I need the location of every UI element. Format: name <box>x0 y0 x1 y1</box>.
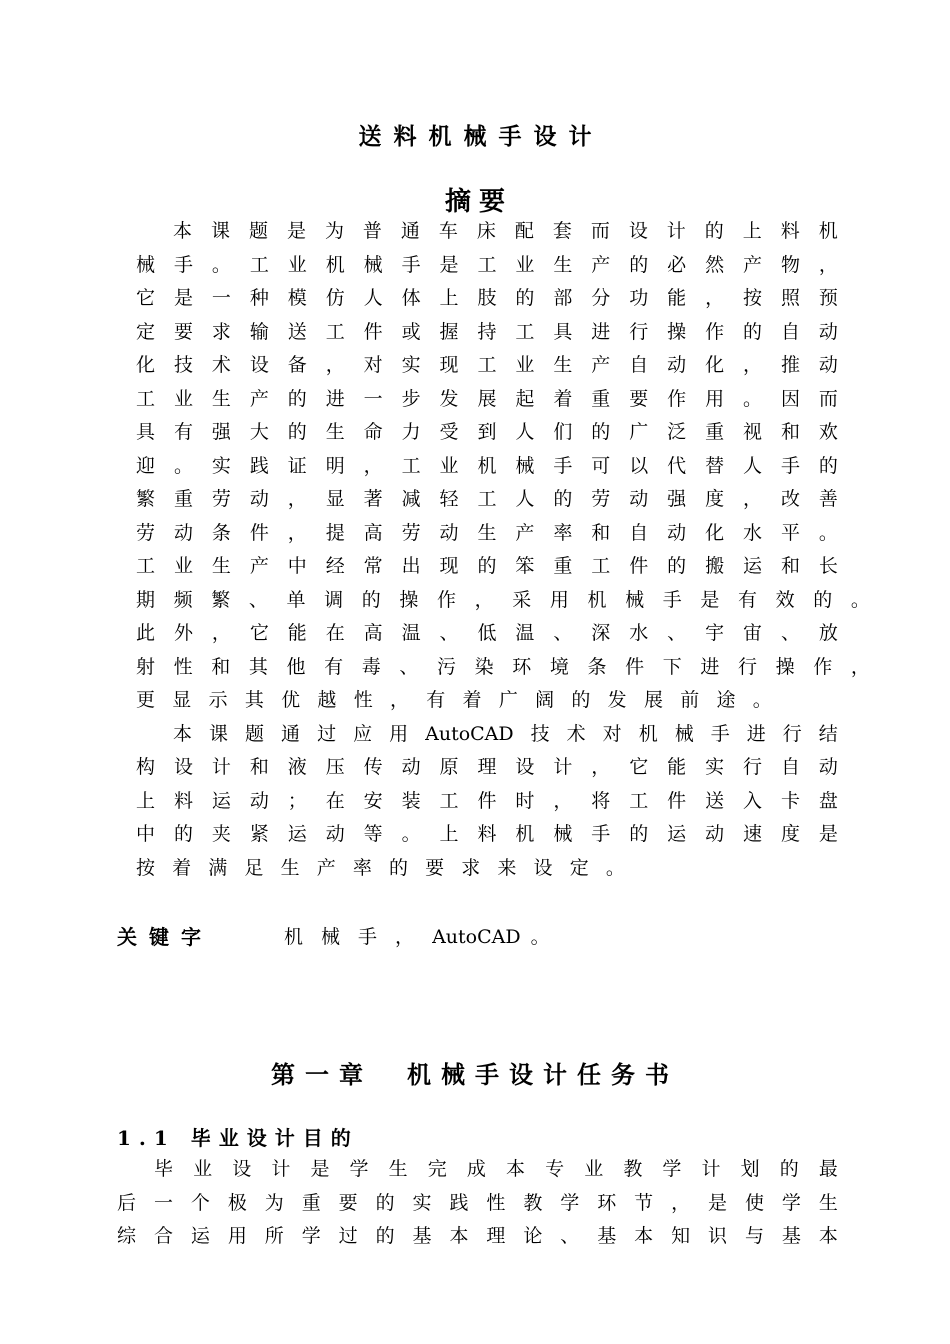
text-line: 械 手 。 工 业 机 械 手 是 工 业 生 产 的 必 然 产 物 ， <box>136 253 838 276</box>
text-line: 上 料 运 动 ； 在 安 装 工 件 时 ， 将 工 件 送 入 卡 盘 <box>136 789 838 812</box>
text-line: 本 课 题 是 为 普 通 车 床 配 套 而 设 计 的 上 料 机 <box>173 220 838 242</box>
text-line: 后 一 个 极 为 重 要 的 实 践 性 教 学 环 节 ， 是 使 学 生 <box>117 1191 838 1214</box>
text-line: 构 设 计 和 液 压 传 动 原 理 设 计 ， 它 能 实 行 自 动 <box>136 756 838 778</box>
abstract-heading: 摘要 <box>444 187 513 217</box>
text-line: 它 是 一 种 模 仿 人 体 上 肢 的 部 分 功 能 ， 按 照 预 <box>136 287 838 309</box>
section-heading: 1.1 毕业设计目的 <box>117 1126 359 1150</box>
text-line: 定 要 求 输 送 工 件 或 握 持 工 具 进 行 操 作 的 自 动 <box>136 320 838 343</box>
keywords-value: 机 械 手 ， AutoCAD 。 <box>284 926 550 948</box>
chapter-title: 第一章 机械手设计任务书 <box>271 1060 679 1089</box>
text-line: 期 频 繁 、 单 调 的 操 作 ， 采 用 机 械 手 是 有 效 的 。 <box>136 588 870 611</box>
keywords-label: 关键字 <box>117 925 213 949</box>
text-line: 迎 。 实 践 证 明 ， 工 业 机 械 手 可 以 代 替 人 手 的 <box>136 454 838 477</box>
text-line: 繁 重 劳 动 ， 显 著 减 轻 工 人 的 劳 动 强 度 ， 改 善 <box>136 488 838 510</box>
text-line: 化 技 术 设 备 ， 对 实 现 工 业 生 产 自 动 化 ， 推 动 <box>136 354 838 376</box>
document-title: 送料机械手设计 <box>358 123 604 150</box>
text-line: 工 业 生 产 的 进 一 步 发 展 起 着 重 要 作 用 。 因 而 <box>136 387 838 410</box>
text-line: 按 着 满 足 生 产 率 的 要 求 来 设 定 。 <box>136 856 625 879</box>
text-line: 此 外 ， 它 能 在 高 温 、 低 温 、 深 水 、 宇 宙 、 放 <box>136 622 838 644</box>
text-line: 本 课 题 通 过 应 用 AutoCAD 技 术 对 机 械 手 进 行 结 <box>173 722 838 745</box>
text-line: 综 合 运 用 所 学 过 的 基 本 理 论 、 基 本 知 识 与 基 本 <box>117 1225 838 1247</box>
text-line: 中 的 夹 紧 运 动 等 。 上 料 机 械 手 的 运 动 速 度 是 <box>136 823 838 845</box>
text-line: 毕 业 设 计 是 学 生 完 成 本 专 业 教 学 计 划 的 最 <box>154 1158 838 1180</box>
text-line: 具 有 强 大 的 生 命 力 受 到 人 们 的 广 泛 重 视 和 欢 <box>136 421 838 443</box>
text-line: 工 业 生 产 中 经 常 出 现 的 笨 重 工 件 的 搬 运 和 长 <box>136 555 838 577</box>
text-line: 射 性 和 其 他 有 毒 、 污 染 环 境 条 件 下 进 行 操 作 ， <box>136 655 870 678</box>
text-line: 更 显 示 其 优 越 性 ， 有 着 广 阔 的 发 展 前 途 。 <box>136 689 772 711</box>
text-line: 劳 动 条 件 ， 提 高 劳 动 生 产 率 和 自 动 化 水 平 。 <box>136 521 838 544</box>
